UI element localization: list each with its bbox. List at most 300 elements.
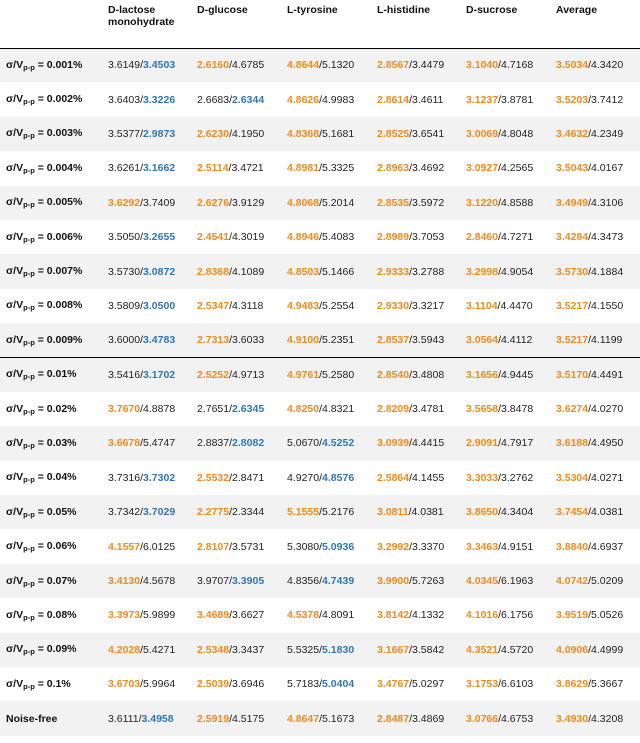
value-separator: / xyxy=(319,368,323,381)
cell-value: 3.6946 xyxy=(232,678,265,691)
row-label-text: σ/V xyxy=(6,505,24,518)
cell-value: 3.3905 xyxy=(232,575,265,588)
value-separator: / xyxy=(319,540,323,553)
cell-value: 3.6274 xyxy=(556,403,589,416)
cell-value: 5.4083 xyxy=(322,231,355,244)
table-cell xyxy=(283,564,373,598)
cell-value: 2.6160 xyxy=(197,59,230,72)
value-separator: / xyxy=(319,471,323,484)
row-label-percent: = 0.03% xyxy=(34,436,77,449)
table-cell xyxy=(373,529,462,563)
cell-value: 3.6149 xyxy=(108,59,141,72)
table-cell xyxy=(462,392,552,426)
cell-value: 3.3226 xyxy=(143,93,176,106)
cell-value: 2.5532 xyxy=(197,471,230,484)
cell-value: 3.3437 xyxy=(232,643,265,656)
table-cell xyxy=(552,426,640,460)
cell-value: 2.3344 xyxy=(232,506,265,519)
cell-value: 3.1702 xyxy=(143,368,176,381)
table-cell xyxy=(552,289,640,323)
table-row xyxy=(0,358,640,392)
cell-value: 3.7412 xyxy=(591,93,624,106)
cell-value: 3.5416 xyxy=(108,368,141,381)
table-cell xyxy=(104,220,193,254)
cell-value: 4.0381 xyxy=(411,506,444,519)
table-cell xyxy=(373,667,462,701)
cell-value: 2.8209 xyxy=(377,403,410,416)
cell-value: 3.0811 xyxy=(377,506,409,519)
table-cell xyxy=(373,564,462,598)
cell-value: 6.0125 xyxy=(143,540,176,553)
value-separator: / xyxy=(588,643,592,656)
cell-value: 3.4632 xyxy=(556,127,589,140)
cell-value: 4.8946 xyxy=(287,231,320,244)
table-cell xyxy=(193,426,283,460)
cell-value: 3.2762 xyxy=(501,471,534,484)
row-label-text: σ/V xyxy=(6,58,24,71)
cell-value: 5.1320 xyxy=(322,59,355,72)
cell-value: 3.1667 xyxy=(377,643,410,656)
value-separator: / xyxy=(229,540,233,553)
cell-value: 4.8250 xyxy=(287,403,320,416)
cell-value: 3.7302 xyxy=(143,471,176,484)
cell-value: 4.2565 xyxy=(501,162,534,175)
cell-value: 5.2176 xyxy=(322,506,355,519)
row-label-text: σ/V xyxy=(6,333,24,346)
value-separator: / xyxy=(498,643,502,656)
cell-value: 3.8478 xyxy=(501,403,534,416)
cell-value: 5.0936 xyxy=(322,540,355,553)
table-cell xyxy=(193,633,283,667)
table-cell xyxy=(373,254,462,288)
cell-value: 4.7271 xyxy=(501,231,534,244)
value-separator: / xyxy=(498,231,502,244)
value-separator: / xyxy=(409,471,413,484)
cell-value: 2.8567 xyxy=(377,59,410,72)
table-cell xyxy=(462,220,552,254)
cell-value: 4.0381 xyxy=(591,506,624,519)
table-cell xyxy=(283,151,373,185)
table-row xyxy=(0,48,640,82)
cell-value: 4.8626 xyxy=(287,93,320,106)
row-label-text: σ/V xyxy=(6,230,24,243)
header-average: Average xyxy=(556,4,598,16)
cell-value: 2.7651 xyxy=(197,403,230,416)
value-separator: / xyxy=(588,93,592,106)
cell-value: 5.2351 xyxy=(322,334,355,347)
cell-value: 4.8647 xyxy=(287,712,320,725)
table-cell xyxy=(373,289,462,323)
value-separator: / xyxy=(229,196,233,209)
cell-value: 6.1963 xyxy=(501,575,534,588)
cell-value: 5.0297 xyxy=(412,678,445,691)
cell-value: 3.4958 xyxy=(141,712,174,725)
cell-value: 4.3420 xyxy=(591,59,624,72)
table-cell xyxy=(283,426,373,460)
value-separator: / xyxy=(409,643,413,656)
value-separator: / xyxy=(409,59,413,72)
cell-value: 3.0939 xyxy=(377,437,410,450)
cell-value: 3.4721 xyxy=(231,162,264,175)
table-cell xyxy=(193,323,283,357)
cell-value: 4.3118 xyxy=(232,299,264,312)
cell-value: 3.5170 xyxy=(556,368,589,381)
table-cell xyxy=(552,220,640,254)
table-row xyxy=(0,461,640,495)
row-label-percent: = 0.05% xyxy=(34,505,77,518)
value-separator: / xyxy=(409,540,413,553)
row-label-text: σ/V xyxy=(6,127,24,140)
cell-value: 3.1220 xyxy=(466,196,499,209)
cell-value: 5.0526 xyxy=(591,609,624,622)
table-cell xyxy=(462,701,552,735)
table-cell xyxy=(104,186,193,220)
table-cell xyxy=(193,564,283,598)
table-cell xyxy=(552,495,640,529)
value-separator: / xyxy=(409,93,413,106)
cell-value: 2.2775 xyxy=(197,506,230,519)
table-cell xyxy=(104,289,193,323)
table-cell xyxy=(104,82,193,116)
cell-value: 3.4611 xyxy=(412,93,444,106)
value-separator: / xyxy=(229,678,233,691)
table-cell xyxy=(104,564,193,598)
table-cell xyxy=(552,461,640,495)
value-separator: / xyxy=(229,575,233,588)
header-d-sucrose: D-sucrose xyxy=(466,4,518,16)
cell-value: 4.6937 xyxy=(591,540,624,553)
cell-value: 5.9899 xyxy=(143,609,176,622)
table-cell xyxy=(552,48,640,82)
cell-value: 4.8878 xyxy=(143,403,176,416)
value-separator: / xyxy=(138,712,142,725)
cell-value: 2.6344 xyxy=(232,93,265,106)
cell-value: 4.1455 xyxy=(412,471,445,484)
cell-value: 2.5039 xyxy=(197,678,230,691)
cell-value: 3.8840 xyxy=(556,540,589,553)
table-row xyxy=(0,598,640,632)
table-cell xyxy=(552,82,640,116)
cell-value: 4.1332 xyxy=(412,609,445,622)
cell-value: 3.2788 xyxy=(412,265,445,278)
value-separator: / xyxy=(319,609,323,622)
cell-value: 3.5217 xyxy=(556,299,589,312)
cell-value: 3.6261 xyxy=(108,162,141,175)
value-separator: / xyxy=(140,471,144,484)
cell-value: 4.5678 xyxy=(143,575,176,588)
table-cell xyxy=(104,151,193,185)
value-separator: / xyxy=(498,712,502,725)
value-separator: / xyxy=(588,59,592,72)
table-row xyxy=(0,186,640,220)
table-cell xyxy=(104,358,193,392)
value-separator: / xyxy=(319,712,323,725)
value-separator: / xyxy=(319,196,323,209)
row-label-subscript: p-p xyxy=(23,269,35,279)
cell-value: 4.5378 xyxy=(287,609,320,622)
value-separator: / xyxy=(140,575,144,588)
table-cell xyxy=(283,598,373,632)
value-separator: / xyxy=(409,299,413,312)
value-separator: / xyxy=(140,403,144,416)
value-separator: / xyxy=(140,93,144,106)
table-cell xyxy=(373,220,462,254)
table-cell xyxy=(193,495,283,529)
cell-value: 5.0209 xyxy=(591,575,624,588)
value-separator: / xyxy=(319,403,323,416)
row-label-subscript: p-p xyxy=(23,234,35,244)
cell-value: 3.7342 xyxy=(108,506,141,519)
table-cell xyxy=(462,633,552,667)
table-cell xyxy=(373,701,462,735)
row-label-text: σ/V xyxy=(6,196,24,209)
value-separator: / xyxy=(498,93,502,106)
table-cell xyxy=(193,701,283,735)
cell-value: 6.1756 xyxy=(501,609,534,622)
value-separator: / xyxy=(409,231,413,244)
cell-value: 5.1830 xyxy=(322,643,355,656)
cell-value: 3.2992 xyxy=(377,540,410,553)
cell-value: 4.0271 xyxy=(591,471,624,484)
table-cell xyxy=(283,392,373,426)
row-label xyxy=(0,151,104,185)
cell-value: 3.3033 xyxy=(466,471,499,484)
cell-value: 3.6403 xyxy=(108,93,141,106)
value-separator: / xyxy=(319,127,323,140)
cell-value: 2.5864 xyxy=(377,471,410,484)
row-label-subscript: p-p xyxy=(23,612,35,622)
table-cell xyxy=(462,323,552,357)
cell-value: 3.9129 xyxy=(232,196,265,209)
value-separator: / xyxy=(588,403,592,416)
table-row xyxy=(0,392,640,426)
row-label-percent: = 0.09% xyxy=(34,643,77,656)
row-label-text: σ/V xyxy=(6,643,24,656)
cell-value: 2.6276 xyxy=(197,196,230,209)
cell-value: 4.2349 xyxy=(591,127,624,140)
cell-value: 5.5325 xyxy=(287,643,320,656)
value-separator: / xyxy=(229,93,233,106)
cell-value: 3.2998 xyxy=(466,265,499,278)
cell-value: 3.6188 xyxy=(556,437,589,450)
row-label xyxy=(0,426,104,460)
row-label-text: σ/V xyxy=(6,540,24,553)
row-label-text: σ/V xyxy=(6,161,24,174)
cell-value: 4.1199 xyxy=(591,334,623,347)
cell-value: 3.0069 xyxy=(466,127,499,140)
row-label-subscript: p-p xyxy=(23,97,35,107)
value-separator: / xyxy=(588,162,592,175)
table-cell xyxy=(373,598,462,632)
value-separator: / xyxy=(588,265,592,278)
cell-value: 5.0670 xyxy=(287,437,320,450)
row-label-text: σ/V xyxy=(6,471,24,484)
cell-value: 2.8487 xyxy=(377,712,410,725)
value-separator: / xyxy=(498,437,502,450)
cell-value: 2.8525 xyxy=(377,127,410,140)
table-cell xyxy=(193,289,283,323)
row-label xyxy=(0,701,104,735)
row-label xyxy=(0,82,104,116)
table-cell xyxy=(373,186,462,220)
cell-value: 2.5114 xyxy=(197,162,229,175)
row-label xyxy=(0,48,104,82)
row-label-subscript: p-p xyxy=(23,509,35,519)
table-cell xyxy=(283,117,373,151)
table-cell xyxy=(283,289,373,323)
value-separator: / xyxy=(229,59,233,72)
cell-value: 4.3473 xyxy=(591,231,624,244)
value-separator: / xyxy=(140,540,144,553)
cell-value: 4.1884 xyxy=(591,265,624,278)
cell-value: 4.9100 xyxy=(287,334,320,347)
cell-value: 3.5943 xyxy=(412,334,445,347)
table-cell xyxy=(104,667,193,701)
table-cell xyxy=(462,667,552,701)
table-cell xyxy=(462,426,552,460)
table-cell xyxy=(193,461,283,495)
table-section-large-noise xyxy=(0,358,640,736)
table-cell xyxy=(373,461,462,495)
table-row xyxy=(0,323,640,357)
row-label xyxy=(0,220,104,254)
cell-value: 4.7917 xyxy=(501,437,534,450)
table-cell xyxy=(193,529,283,563)
cell-value: 3.4689 xyxy=(197,609,230,622)
cell-value: 3.6678 xyxy=(108,437,141,450)
cell-value: 2.6230 xyxy=(197,127,230,140)
table-row xyxy=(0,701,640,735)
cell-value: 3.8781 xyxy=(501,93,534,106)
value-separator: / xyxy=(140,609,144,622)
cell-value: 3.6111 xyxy=(108,712,139,725)
value-separator: / xyxy=(229,368,233,381)
row-label-subscript: p-p xyxy=(23,440,35,450)
value-separator: / xyxy=(319,575,323,588)
value-separator: / xyxy=(229,712,233,725)
value-separator: / xyxy=(319,334,323,347)
cell-value: 3.8629 xyxy=(556,678,589,691)
cell-value: 3.4692 xyxy=(412,162,445,175)
row-label-text: σ/V xyxy=(6,608,24,621)
value-separator: / xyxy=(140,437,144,450)
value-separator: / xyxy=(229,334,233,347)
cell-value: 3.3217 xyxy=(412,299,445,312)
cell-value: 4.4415 xyxy=(412,437,445,450)
table-cell xyxy=(552,598,640,632)
cell-value: 4.2028 xyxy=(108,643,141,656)
cell-value: 4.4491 xyxy=(591,368,624,381)
header-l-histidine: L-histidine xyxy=(377,4,431,16)
value-separator: / xyxy=(229,231,233,244)
value-separator: / xyxy=(588,437,592,450)
table-cell xyxy=(373,633,462,667)
table-cell xyxy=(283,529,373,563)
cell-value: 3.5809 xyxy=(108,299,141,312)
cell-value: 2.5347 xyxy=(197,299,230,312)
cell-value: 4.0906 xyxy=(556,643,589,656)
header-d-lactose: D-lactose monohydrate xyxy=(108,4,175,28)
table-cell xyxy=(193,667,283,701)
row-label-subscript: p-p xyxy=(23,131,35,141)
cell-value: 4.8588 xyxy=(501,196,534,209)
row-label xyxy=(0,598,104,632)
cell-value: 3.6292 xyxy=(108,196,141,209)
row-label-percent: = 0.01% xyxy=(34,368,77,381)
row-label xyxy=(0,358,104,392)
table-cell xyxy=(283,633,373,667)
cell-value: 2.6683 xyxy=(197,93,230,106)
cell-value: 3.4284 xyxy=(556,231,589,244)
cell-value: 2.8614 xyxy=(377,93,410,106)
cell-value: 2.8460 xyxy=(466,231,499,244)
header-l-tyrosine: L-tyrosine xyxy=(287,4,338,16)
table-cell xyxy=(193,598,283,632)
cell-value: 3.1753 xyxy=(466,678,499,691)
value-separator: / xyxy=(588,368,592,381)
table-cell xyxy=(552,323,640,357)
table-cell xyxy=(462,117,552,151)
table-cell xyxy=(373,358,462,392)
cell-value: 4.4112 xyxy=(501,334,533,347)
value-separator: / xyxy=(409,403,413,416)
cell-value: 4.6785 xyxy=(232,59,265,72)
table-cell xyxy=(373,426,462,460)
cell-value: 3.7409 xyxy=(143,196,176,209)
value-separator: / xyxy=(319,437,323,450)
value-separator: / xyxy=(409,265,413,278)
table-cell xyxy=(552,392,640,426)
table-section-small-noise xyxy=(0,48,640,358)
table-cell xyxy=(283,186,373,220)
cell-value: 3.8142 xyxy=(377,609,410,622)
value-separator: / xyxy=(588,471,592,484)
table-cell xyxy=(104,392,193,426)
table-cell xyxy=(552,117,640,151)
cell-value: 4.3404 xyxy=(501,506,534,519)
cell-value: 5.9964 xyxy=(143,678,176,691)
cell-value: 5.7183 xyxy=(287,678,320,691)
value-separator: / xyxy=(319,265,323,278)
cell-value: 3.1237 xyxy=(466,93,499,106)
table-cell xyxy=(193,392,283,426)
row-label-subscript: p-p xyxy=(23,372,35,382)
row-label-percent: = 0.004% xyxy=(34,161,83,174)
row-label-percent: = 0.007% xyxy=(34,265,83,278)
row-label-percent: = 0.04% xyxy=(34,471,77,484)
table-cell xyxy=(283,461,373,495)
cell-value: 3.5043 xyxy=(556,162,589,175)
table-cell xyxy=(373,323,462,357)
cell-value: 3.5972 xyxy=(412,196,445,209)
value-separator: / xyxy=(498,127,502,140)
table-row xyxy=(0,220,640,254)
cell-value: 2.8471 xyxy=(232,471,265,484)
cell-value: 4.8576 xyxy=(322,471,355,484)
cell-value: 2.9333 xyxy=(377,265,410,278)
value-separator: / xyxy=(228,162,232,175)
cell-value: 5.7263 xyxy=(412,575,445,588)
value-separator: / xyxy=(140,59,144,72)
value-separator: / xyxy=(319,506,323,519)
value-separator: / xyxy=(140,506,144,519)
cell-value: 3.0872 xyxy=(143,265,176,278)
row-label-percent: = 0.08% xyxy=(34,608,77,621)
table-cell xyxy=(104,254,193,288)
cell-value: 4.5175 xyxy=(232,712,265,725)
value-separator: / xyxy=(319,93,323,106)
cell-value: 2.4541 xyxy=(197,231,230,244)
